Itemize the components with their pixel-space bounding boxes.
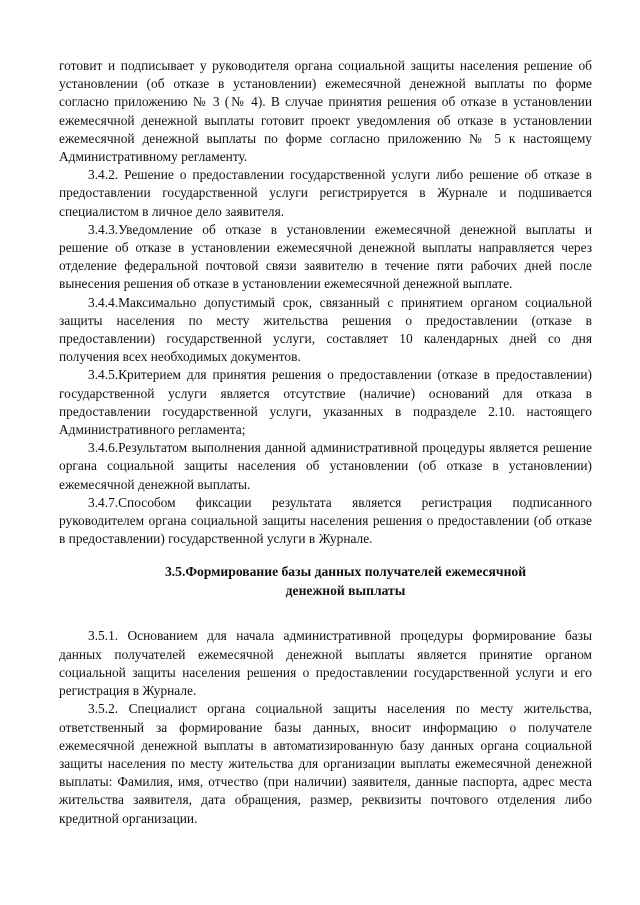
section-heading-line2: денежной выплаты: [285, 582, 406, 598]
paragraph-3-4-7: 3.4.7.Способом фиксации результата является регистрация подписанного руководителем органа социальной защиты населения решения о предоставлении (об отказе в предоставлении) государственной услуги в Журнале.: [59, 494, 592, 547]
section-heading-line1: 3.5.Формирование базы данных получателей ежемесячной: [164, 564, 527, 580]
paragraph-3-5-1: 3.5.1. Основанием для начала административной процедуры формирование базы данных получателей ежемесячной денежной выплаты является принятие органом социальной защиты населения решения о предоставлении государственной услуги и его регистрация в Журнале.: [59, 628, 592, 699]
paragraph-3-4-3: 3.4.3.Уведомление об отказе в установлении ежемесячной денежной выплаты и решение об отказе в установлении ежемесячной денежной выплаты направляется через отделение федеральной почтовой связи заявителю в течение пяти рабочих дней после вынесения решения об отказе в установлении ежемесячной денежной выплате.: [59, 221, 592, 292]
section-heading-3-5: [59, 563, 592, 600]
document-page: [59, 57, 592, 828]
paragraph-3-4-6: 3.4.6.Результатом выполнения данной административной процедуры является решение органа социальной защиты населения об установлении (об отказе в установлении) ежемесячной денежной выплаты.: [59, 440, 592, 492]
paragraph-3-4-5: 3.4.5.Критерием для принятия решения о предоставлении (отказе в предоставлении) государственной услуги является отсутствие (наличие) оснований для отказа в предоставлении государственной услуги, указанных в подразделе 2.10. настоящего Административного регламента;: [59, 367, 592, 438]
paragraph-continuation: готовит и подписывает у руководителя органа социальной защиты населения решение об установлении (об отказе в установлении) ежемесячной денежной выплаты по форме согласно приложению № 3 (№ 4). В случае принятия решения об отказе в установлении ежемесячной денежной выплаты готовит проект уведомления об отказе в установлении ежемесячной денежной выплаты по форме согласно приложению № 5 к настоящему Административному регламенту.: [59, 58, 592, 165]
paragraph-3-4-4: 3.4.4.Максимально допустимый срок, связанный с принятием органом социальной защиты населения по месту жительства решения о предоставлении (отказе в предоставлении) государственной услуги, составляет 10 календарных дней со дня получения всех необходимых документов.: [59, 294, 592, 365]
section-spacer: [59, 600, 592, 627]
paragraph-3-4-2: 3.4.2. Решение о предоставлении государственной услуги либо решение об отказе в предоставлении государственной услуги регистрируется в Журнале и подшивается специалистом в личное дело заявителя.: [59, 167, 592, 219]
paragraph-3-5-2: 3.5.2. Специалист органа социальной защиты населения по месту жительства, ответственный за формирование базы данных, вносит информацию о получателе ежемесячной денежной выплаты в автоматизированную базу данных органа социальной защиты населения по месту жительства для организации выплаты ежемесячной денежной выплаты: Фамилия, имя, отчество (при наличии) заявителя, данные паспорта, адрес места жительства заявителя, дата обращения, размер, реквизиты почтового отделения либо кредитной организации.: [59, 701, 592, 826]
